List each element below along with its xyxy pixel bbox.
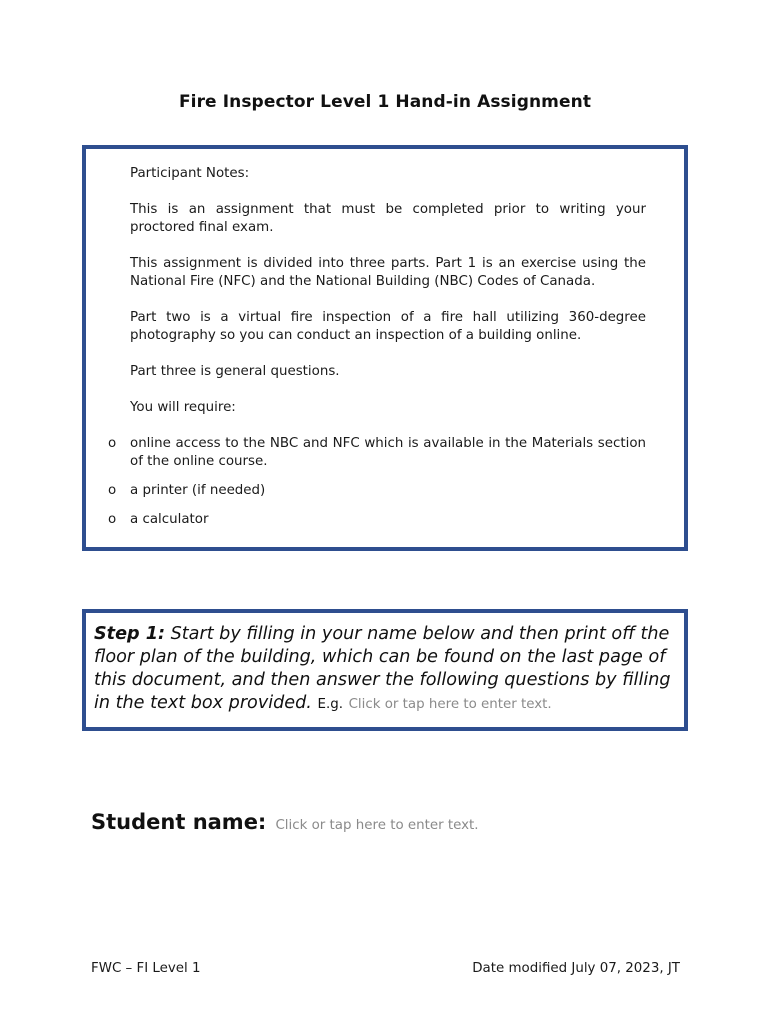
page-title: Fire Inspector Level 1 Hand-in Assignment bbox=[178, 92, 592, 112]
list-item bbox=[108, 435, 646, 471]
student-name-row bbox=[91, 810, 479, 834]
requirement-text: online access to the NBC and NFC which is available in the Materials section of the online course. bbox=[130, 436, 646, 469]
notes-paragraph-prerequisite: This is an assignment that must be completed prior to writing your proctored final exam. bbox=[130, 202, 646, 235]
requirement-text: a calculator bbox=[130, 512, 209, 527]
notes-paragraph-part-two: Part two is a virtual fire inspection of a fire hall utilizing 360-degree photography so you can conduct an inspection of a building online. bbox=[130, 310, 646, 343]
footer-date-modified: Date modified July 07, 2023, JT bbox=[472, 961, 680, 976]
step-example-label: E.g. bbox=[317, 697, 343, 712]
notes-paragraph-part-three: Part three is general questions. bbox=[130, 364, 340, 379]
notes-paragraph-parts: This assignment is divided into three parts. Part 1 is an exercise using the National Fire (NFC) and the National Building (NBC) Codes of Canada. bbox=[130, 256, 646, 289]
step-1-box bbox=[82, 609, 688, 731]
list-item bbox=[108, 482, 646, 500]
step-example-text-field[interactable]: Click or tap here to enter text. bbox=[348, 697, 552, 712]
list-item bbox=[108, 511, 646, 529]
student-name-label: Student name: bbox=[91, 810, 267, 834]
bullet-icon: o bbox=[108, 483, 117, 498]
participant-notes-content bbox=[108, 165, 646, 540]
requirement-text: a printer (if needed) bbox=[130, 483, 266, 498]
requirements-list bbox=[108, 435, 646, 529]
footer-course-label: FWC – FI Level 1 bbox=[91, 961, 201, 976]
student-name-field[interactable]: Click or tap here to enter text. bbox=[275, 818, 479, 833]
bullet-icon: o bbox=[108, 436, 117, 451]
notes-paragraph-require: You will require: bbox=[130, 400, 236, 415]
participant-notes-heading: Participant Notes: bbox=[130, 166, 250, 181]
bullet-icon: o bbox=[108, 512, 117, 527]
step-1-content bbox=[94, 623, 678, 716]
step-instruction: Start by filling in your name below and then print off the floor plan of the building, which can be found on the last page of this document, and then answer the following questions by filling in the text box provided. bbox=[94, 624, 671, 713]
step-label: Step 1: bbox=[94, 624, 166, 644]
participant-notes-box bbox=[82, 145, 688, 551]
